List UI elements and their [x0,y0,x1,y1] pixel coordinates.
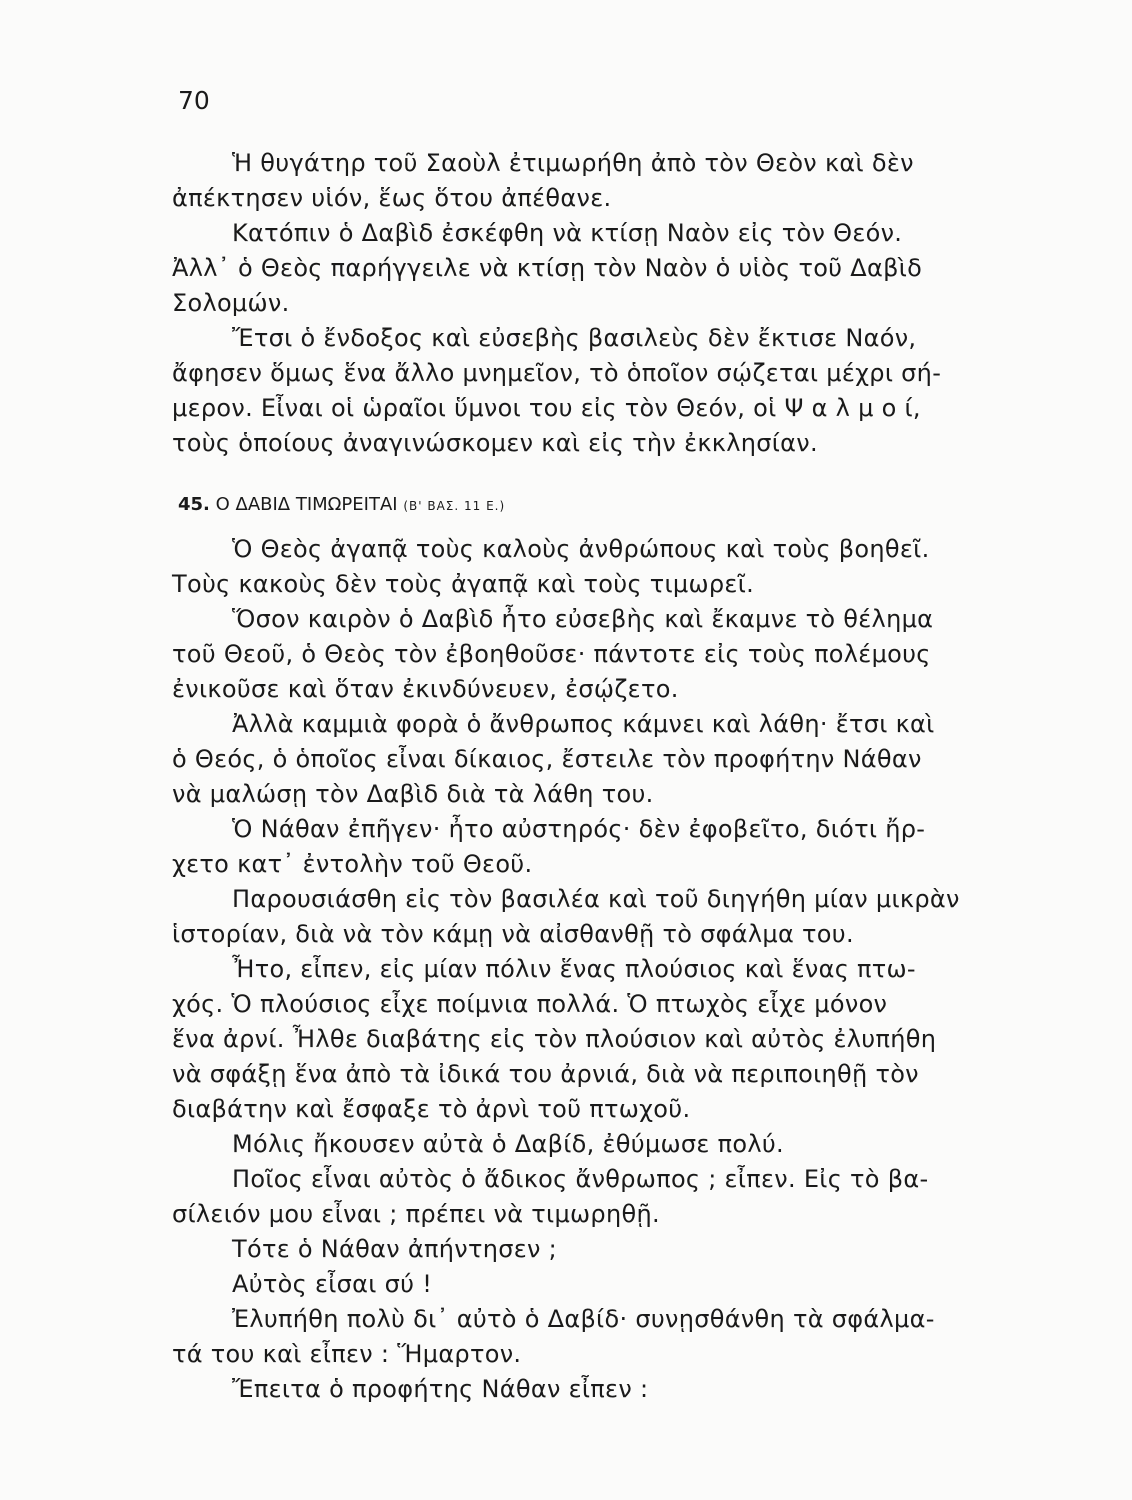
paragraph-line: ἀπέκτησεν υἱόν, ἕως ὅτου ἀπέθανε. [172,184,612,212]
section-1-text [172,146,1072,461]
paragraph-line: Μόλις ἤκουσεν αὐτὰ ὁ Δαβίδ, ἐθύμωσε πολύ. [232,1130,784,1158]
paragraph-line: τοὺς ὁποίους ἀναγινώσκομεν καὶ εἰς τὴν ἐκκλησίαν. [172,429,818,457]
paragraph-line: ἄφησεν ὅμως ἕνα ἄλλο μνημεῖον, τὸ ὁποῖον σῴζεται μέχρι σή- [172,359,942,387]
paragraph-line: Παρουσιάσθη εἰς τὸν βασιλέα καὶ τοῦ διηγήθη μίαν μικρὰν [232,885,960,913]
paragraph-line: Ὅσον καιρὸν ὁ Δαβὶδ ἦτο εὐσεβὴς καὶ ἔκαμνε τὸ θέλημα [232,605,934,633]
section-reference: (Β' ΒΑΣ. 11 Ε.) [403,499,506,513]
paragraph-line: σίλειόν μου εἶναι ; πρέπει νὰ τιμωρηθῇ. [172,1200,660,1228]
paragraph-line: Ἐλυπήθη πολὺ δι᾽ αὐτὸ ὁ Δαβίδ· συνῃσθάνθη τὰ σφάλμα- [232,1305,935,1333]
paragraph-line: χός. Ὁ πλούσιος εἶχε ποίμνια πολλά. Ὁ πτωχὸς εἶχε μόνον [172,990,888,1018]
paragraph-line: νὰ μαλώσῃ τὸν Δαβὶδ διὰ τὰ λάθη του. [172,780,654,808]
paragraph-line: Ἡ θυγάτηρ τοῦ Σαοὺλ ἐτιμωρήθη ἀπὸ τὸν Θεὸν καὶ δὲν [232,149,914,177]
paragraph-line: χετο κατ᾽ ἐντολὴν τοῦ Θεοῦ. [172,850,533,878]
paragraph-line: Ἦτο, εἶπεν, εἰς μίαν πόλιν ἕνας πλούσιος καὶ ἕνας πτω- [232,955,916,983]
paragraph-line: Ἔτσι ὁ ἔνδοξος καὶ εὐσεβὴς βασιλεὺς δὲν ἔκτισε Ναόν, [232,324,917,352]
section-heading [178,494,505,515]
section-2-text [172,532,1072,1407]
paragraph-line: ἱστορίαν, διὰ νὰ τὸν κάμῃ νὰ αἰσθανθῇ τὸ σφάλμα του. [172,920,854,948]
paragraph-line: νὰ σφάξῃ ἕνα ἀπὸ τὰ ἰδικά του ἀρνιά, διὰ νὰ περιποιηθῇ τὸν [172,1060,919,1088]
paragraph-line: τοῦ Θεοῦ, ὁ Θεὸς τὸν ἐβοηθοῦσε· πάντοτε εἰς τοὺς πολέμους [172,640,931,668]
paragraph-line: ὁ Θεός, ὁ ὁποῖος εἶναι δίκαιος, ἔστειλε τὸν προφήτην Νάθαν [172,745,922,773]
paragraph-line: Ποῖος εἶναι αὐτὸς ὁ ἄδικος ἄνθρωπος ; εἶπεν. Εἰς τὸ βα- [232,1165,929,1193]
paragraph-line: Κατόπιν ὁ Δαβὶδ ἐσκέφθη νὰ κτίσῃ Ναὸν εἰς τὸν Θεόν. [232,219,903,247]
paragraph-line: Ὁ Νάθαν ἐπῆγεν· ἦτο αὐστηρός· δὲν ἐφοβεῖτο, διότι ἤρ- [232,815,926,843]
paragraph-line: ἕνα ἀρνί. Ἦλθε διαβάτης εἰς τὸν πλούσιον καὶ αὐτὸς ἐλυπήθη [172,1025,937,1053]
paragraph-line: Τοὺς κακοὺς δὲν τοὺς ἀγαπᾷ καὶ τοὺς τιμωρεῖ. [172,570,755,598]
paragraph-line: ἐνικοῦσε καὶ ὅταν ἐκινδύνευεν, ἐσῴζετο. [172,675,679,703]
paragraph-line: Ἀλλὰ καμμιὰ φορὰ ὁ ἄνθρωπος κάμνει καὶ λάθη· ἔτσι καὶ [232,710,935,738]
paragraph-line: Ἀλλ᾽ ὁ Θεὸς παρήγγειλε νὰ κτίσῃ τὸν Ναὸν ὁ υἱὸς τοῦ Δαβὶδ [172,254,923,282]
page-number: 70 [178,86,210,115]
paragraph-line: Τότε ὁ Νάθαν ἀπήντησεν ; [232,1235,558,1263]
paragraph-line: Ὁ Θεὸς ἀγαπᾷ τοὺς καλοὺς ἀνθρώπους καὶ τοὺς βοηθεῖ. [232,535,930,563]
section-title: Ο ΔΑΒΙΔ ΤΙΜΩΡΕΙΤΑΙ [215,494,398,515]
paragraph-line: μερον. Εἶναι οἱ ὡραῖοι ὕμνοι του εἰς τὸν Θεόν, οἱ Ψ α λ μ ο ί, [172,394,921,422]
paragraph-line: τά του καὶ εἶπεν : Ἥμαρτον. [172,1340,522,1368]
section-number: 45. [178,494,210,515]
paragraph-line: Σολομών. [172,289,290,317]
paragraph-line: διαβάτην καὶ ἔσφαξε τὸ ἀρνὶ τοῦ πτωχοῦ. [172,1095,691,1123]
paragraph-line: Αὐτὸς εἶσαι σύ ! [232,1270,433,1298]
paragraph-line: Ἔπειτα ὁ προφήτης Νάθαν εἶπεν : [232,1375,649,1403]
